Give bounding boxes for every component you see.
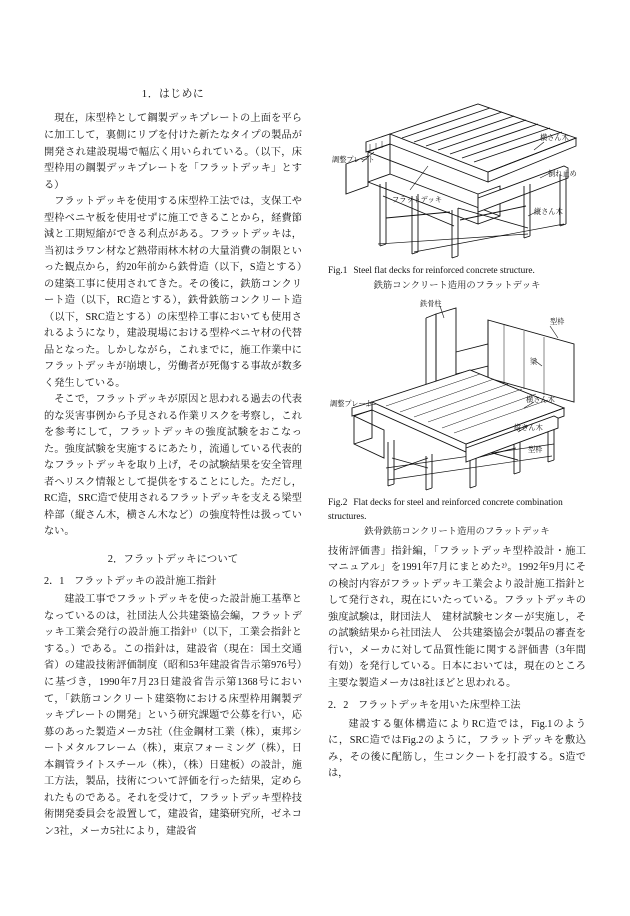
figure-2-annotation-tate-sangi: 縦さん木 [514, 422, 543, 432]
figure-2-annotation-form-top: 型枠 [550, 316, 565, 326]
figure-2-label: Fig.2 [328, 497, 348, 508]
figure-1-annotation-adjust-plate: 調整プレート [332, 155, 375, 164]
figure-1-annotation-taoredome: 倒れ止め [548, 169, 577, 178]
paragraph-1: 現在，床型枠として鋼製デッキプレートの上面を平らに加工して，裏側にリブを付けた新たなタイプの製品が開発され建設現場で幅広く用いられている。（以下，床型枠用の鋼製デッキプレートを「フラットデッキ」とする） [44, 113, 302, 191]
paragraph-2-1: 建設工事でフラットデッキを使った設計施工基準となっているのは，社団法人公共建築協会編，フラットデッキ工業会発行の設計施工指針¹⁾（以下，工業会指針とする。）である。この指針は，建設省（現在：国土交通省）の建設技術評価制度（昭和53年建設省告示第976号）に基づき，1990年7月23日建設省告示第1368号において，「鉄筋コンクリート建築物における床型枠用鋼製デッキプレートの開発」という研究課題で公募を行い，応募のあった製造メーカ5社（住金鋼材工業（株），東邦シートメタルフレーム（株），東京フォーミング（株），日本鋼管ライトスチール（株），（株）日建板）の設計，施工方法，製品，技術について評価を行った結果，定められたものである。それを受けて，フラットデッキ型枠技術開発委員会を設置して，建設省，建築研究所，ゼネコン3社，メーカ5社により，建設省 [44, 594, 302, 837]
figure-1-annotation-yoko-sangi: 横さん木 [540, 133, 569, 142]
section-title-introduction: 1．はじめに [141, 88, 205, 100]
figure-2-caption [328, 497, 586, 540]
subsection-label-2-2: フラットデッキを用いた床型枠工法 [358, 700, 521, 712]
figure-1-caption-en: Steel flat decks for reinforced concrete structure. [353, 266, 535, 276]
figure-2-caption-jp: 鉄骨鉄筋コンクリート造用のフラットデッキ [364, 526, 550, 537]
figure-2-annotation-yoko-sangi: 横さん木 [526, 394, 555, 404]
figure-1-illustration [328, 86, 586, 261]
figure-2-annotation-adjust-plate: 調整プレート [330, 398, 373, 408]
right-column [328, 86, 586, 876]
two-column-layout [44, 86, 586, 876]
figure-1-caption [328, 265, 586, 294]
figure-2-illustration [328, 298, 586, 493]
figure-1 [328, 86, 586, 294]
figure-1-annotation-tate-sangi: 縦さん木 [534, 207, 563, 216]
paragraph-right-1: 技術評価書」指針編，「フラットデッキ型枠設計・施工マニュアル」を1991年7月にまとめた²⁾。1992年9月にその検討内容がフラットデッキ工業会より設計施工指針として発行され，現在にいたっている。フラットデッキの強度試験は，財団法人 建材試験センターが実施し，その試験結果から社団法人 公共建築協会が製品の審査を行い，メーカに対して品質性能に関する評価書（3年間有効）を発行している。日本においては，現在のところ主要な製造メーカは8社ほどと思われる。 [328, 545, 586, 689]
figure-2-annotation-form-bottom: 型枠 [528, 444, 543, 454]
figure-2-annotation-beam: 梁 [530, 356, 538, 366]
subsection-heading-2-2 [328, 698, 586, 715]
figure-1-caption-jp: 鉄筋コンクリート造用のフラットデッキ [373, 280, 541, 291]
figure-2-annotation-steel-column: 鉄骨柱 [420, 298, 442, 308]
figure-2 [328, 298, 586, 540]
subsection-number-2-2: 2．2 [328, 700, 349, 712]
paragraph-3: そこで，フラットデッキが原因と思われる過去の代表的な災害事例から予見される作業リスクを考察し，これを参考にして，フラットデッキの強度試験をおこなった。強度試験を実施するにあたり，流通している代表的なフラットデッキを取り上げ，その試験結果を安全管理者へリスク情報として提供をすることにした。ただし，RC造，SRC造で使用されるフラットデッキを支える梁型枠部（縦さん木，横さん木など）の強度特性は扱っていない。 [44, 394, 302, 538]
left-column [44, 86, 302, 876]
subsection-label-2-1: フラットデッキの設計施工指針 [74, 575, 217, 587]
section-title-about-flat-deck: 2．フラットデッキについて [107, 553, 239, 565]
paragraph-2: フラットデッキを使用する床型枠工法では，支保工や型枠ベニヤ板を使用せずに施工できることから，経費節減と工期短縮ができる利点がある。フラットデッキは，当初はラワン材など熱帯雨林木材の大量消費の制限といった観点から，約20年前から鉄骨造（以下，S造とする）の建築工事に使用されてきた。その後に，鉄筋コンクリート造（以下，RC造とする），鉄骨鉄筋コンクリート造（以下，SRC造とする）の床型枠工事においても使用されるようになり，建設現場における型枠ベニヤ材の代替品となった。しかしながら，これまでに，施工作業中にフラットデッキが崩壊し，労働者が死傷する事故が数多く発生している。 [44, 196, 302, 389]
subsection-number-2-1: 2．1 [44, 575, 65, 587]
subsection-heading-2-1 [44, 574, 302, 591]
figure-1-annotation-flat-deck: フラットデッキ [392, 195, 443, 204]
figure-2-caption-en: Flat decks for steel and reinforced concrete combination structures. [328, 497, 563, 522]
paragraph-right-2: 建設する躯体構造によりRC造では，Fig.1のように，SRC造ではFig.2のように，フラットデッキを敷込み，その後に配筋し，生コンクートを打設する。S造では， [328, 718, 586, 780]
figure-1-label: Fig.1 [328, 266, 348, 276]
